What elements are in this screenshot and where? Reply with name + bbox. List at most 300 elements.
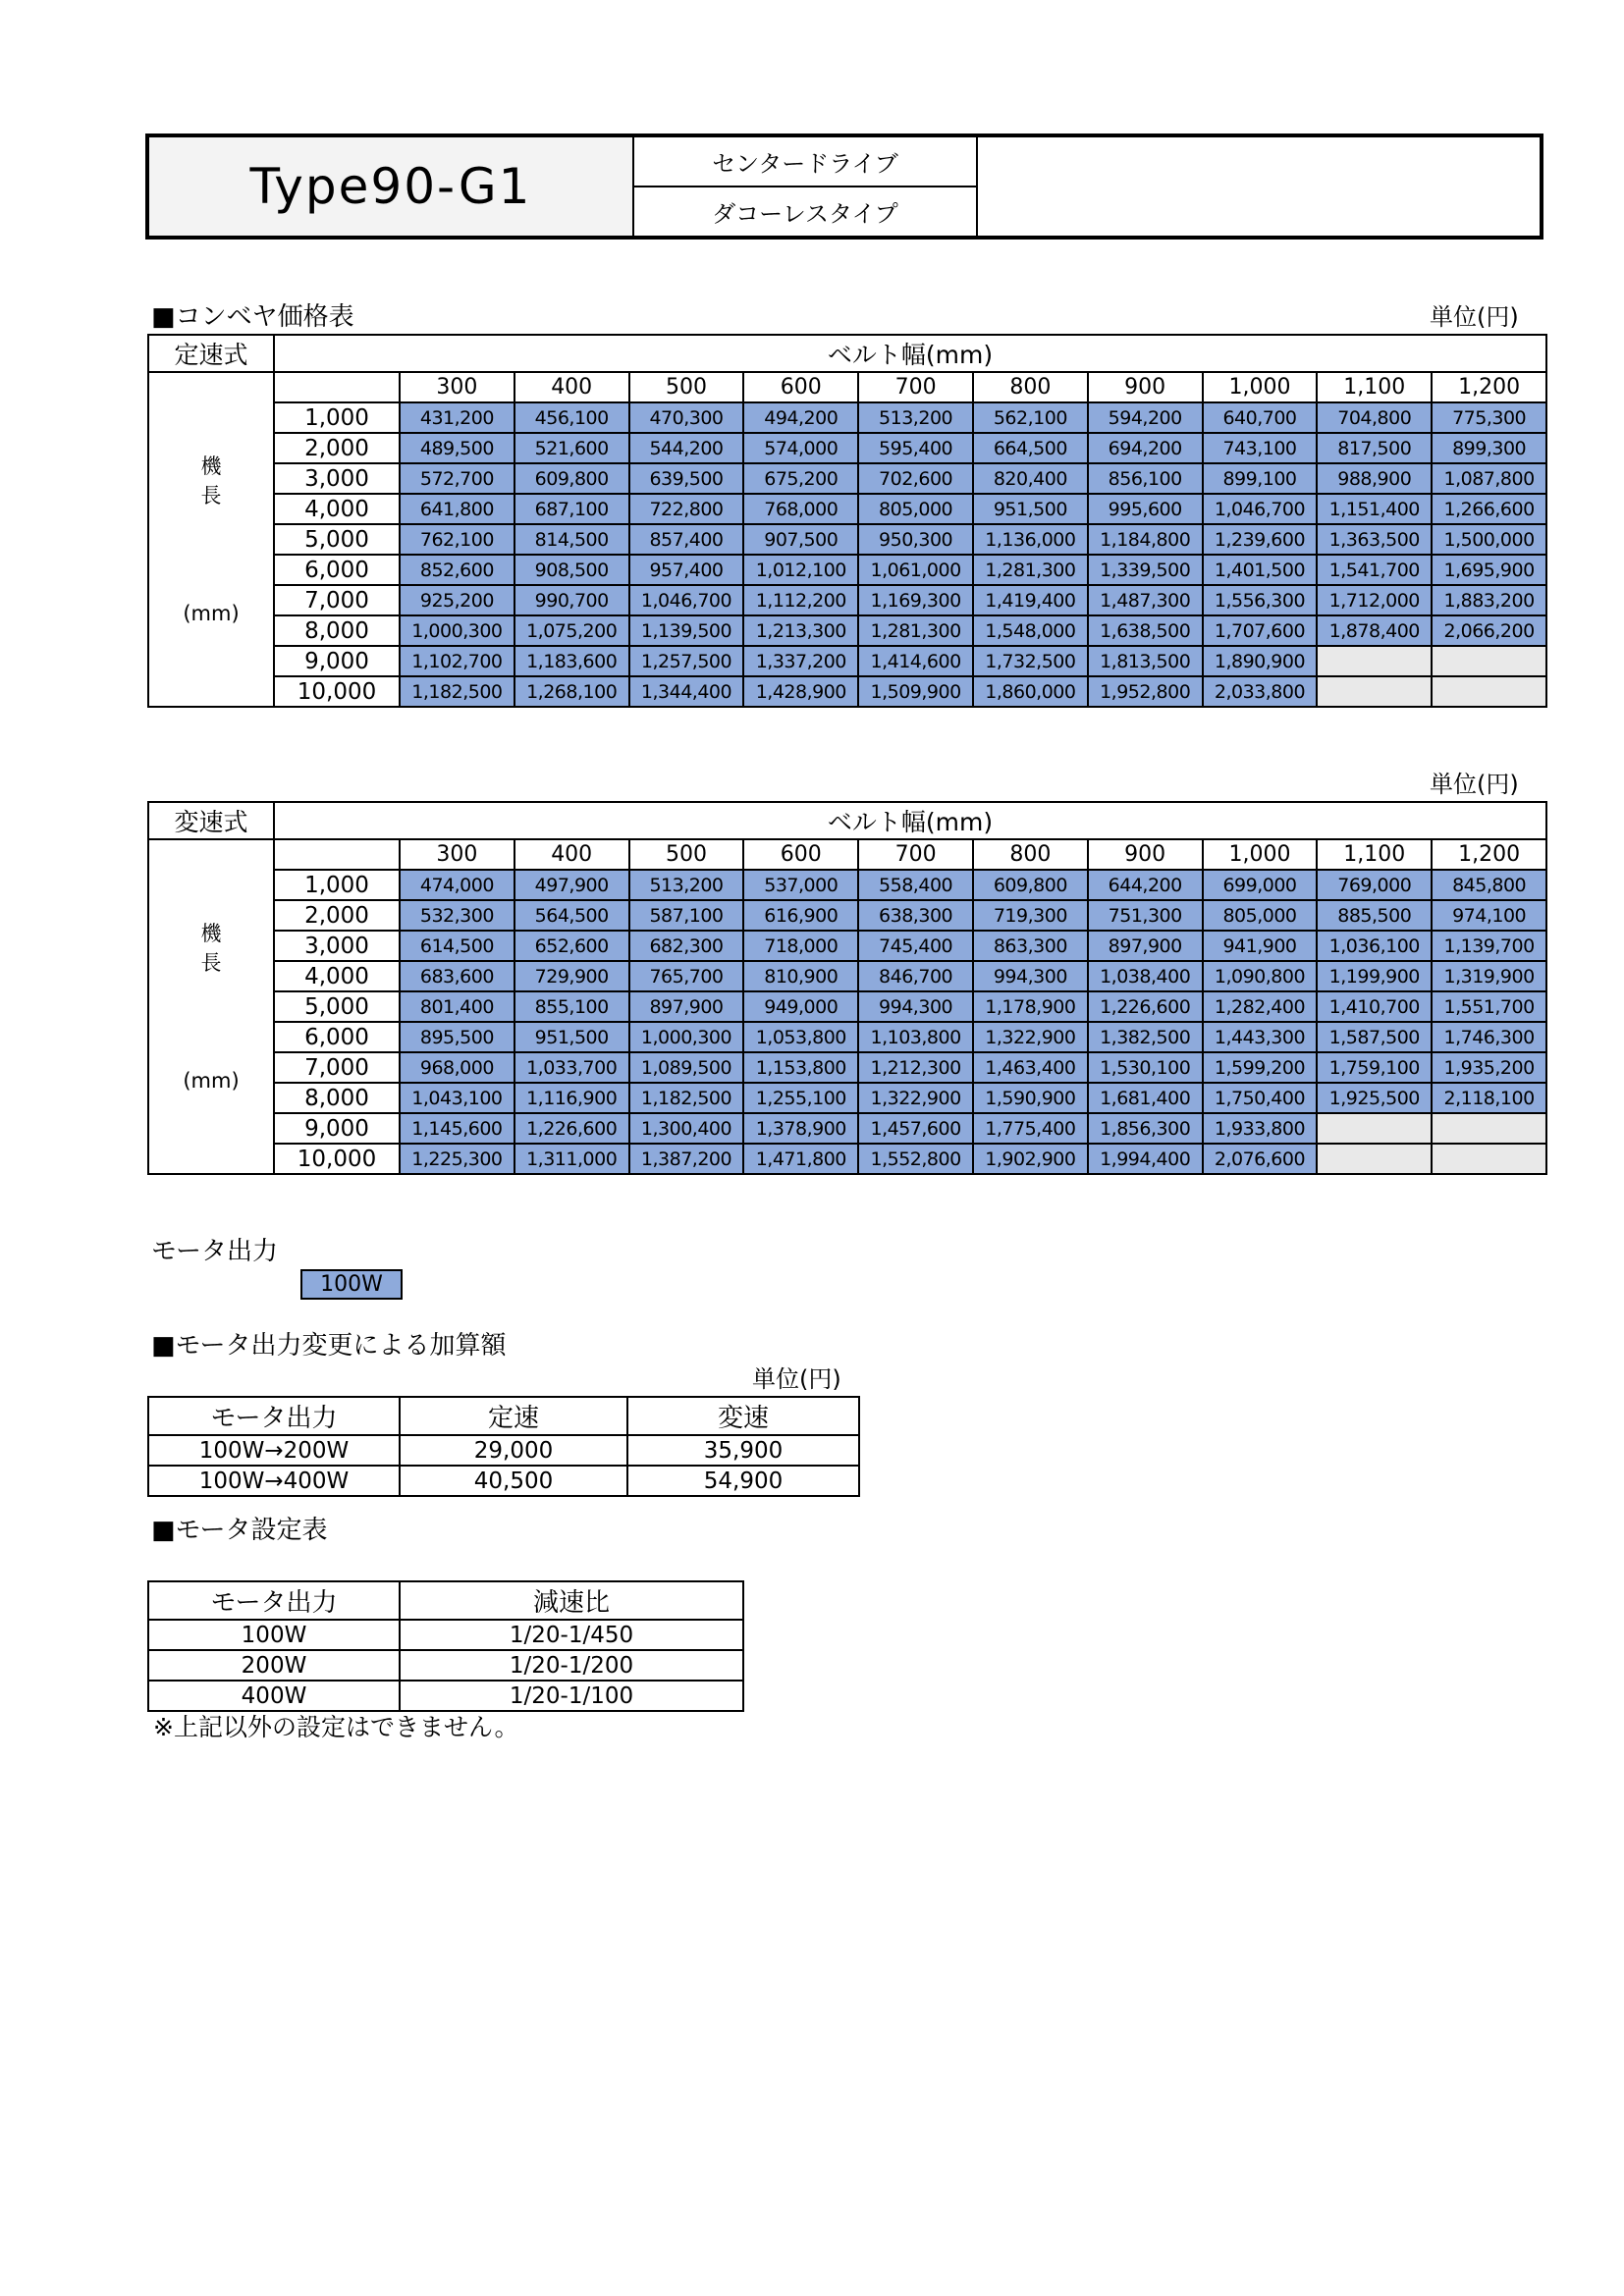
price-cell: 664,500 — [973, 433, 1088, 463]
price-cell: 641,800 — [400, 494, 514, 524]
price-cell: 1,182,500 — [400, 676, 514, 707]
price-cell: 1,925,500 — [1317, 1083, 1432, 1113]
price-cell: 1,401,500 — [1203, 555, 1318, 585]
price-cell: 1,282,400 — [1203, 991, 1318, 1022]
table-row — [148, 524, 1546, 555]
length-cell: 5,000 — [274, 991, 400, 1022]
price-cell: 1,116,900 — [514, 1083, 629, 1113]
price-cell: 1,860,000 — [973, 676, 1088, 707]
price-cell: 1,046,700 — [629, 585, 744, 615]
unavailable-cell — [1432, 1113, 1546, 1144]
price-cell: 729,900 — [514, 961, 629, 991]
price-cell: 513,200 — [858, 402, 973, 433]
table-row — [148, 961, 1546, 991]
price-cell: 1,935,200 — [1432, 1052, 1546, 1083]
unavailable-cell — [1317, 646, 1432, 676]
header-motor-output: モータ出力 — [148, 1581, 400, 1620]
price-cell: 994,300 — [973, 961, 1088, 991]
price-cell: 722,800 — [629, 494, 744, 524]
belt-type: ダコーレスタイプ — [712, 200, 898, 228]
belt-width-cell: 1,000 — [1203, 839, 1318, 870]
product-title: Type90-G1 — [149, 137, 634, 236]
price-cell: 682,300 — [629, 931, 744, 961]
price-cell: 1,319,900 — [1432, 961, 1546, 991]
length-cell: 4,000 — [274, 494, 400, 524]
price-cell: 1,883,200 — [1432, 585, 1546, 615]
price-cell: 1,226,600 — [514, 1113, 629, 1144]
price-cell: 1,556,300 — [1203, 585, 1318, 615]
price-cell: 968,000 — [400, 1052, 514, 1083]
price-cell: 1,053,800 — [743, 1022, 858, 1052]
table-row — [148, 1650, 743, 1681]
price-cell: 1,225,300 — [400, 1144, 514, 1174]
price-cell: 595,400 — [858, 433, 973, 463]
price-cell: 765,700 — [629, 961, 744, 991]
price-cell: 1,226,600 — [1088, 991, 1203, 1022]
belt-width-cell: 600 — [743, 372, 858, 402]
price-cell: 1,281,300 — [858, 615, 973, 646]
price-cell: 1,509,900 — [858, 676, 973, 707]
price-cell: 513,200 — [629, 870, 744, 900]
length-cell: 4,000 — [274, 961, 400, 991]
length-cell: 7,000 — [274, 585, 400, 615]
price-cell: 1,151,400 — [1317, 494, 1432, 524]
price-cell: 2,066,200 — [1432, 615, 1546, 646]
price-cell: 1,548,000 — [973, 615, 1088, 646]
motor-change-cell: 29,000 — [400, 1435, 627, 1466]
unit-label-fixed: 単位(円) — [1430, 303, 1519, 331]
price-cell: 817,500 — [1317, 433, 1432, 463]
belt-width-cell: 600 — [743, 839, 858, 870]
belt-width-cell: 400 — [514, 372, 629, 402]
price-cell: 521,600 — [514, 433, 629, 463]
price-cell: 1,707,600 — [1203, 615, 1318, 646]
motor-change-cell: 35,900 — [627, 1435, 859, 1466]
motor-change-cell: 100W→400W — [148, 1466, 400, 1496]
price-cell: 1,012,100 — [743, 555, 858, 585]
length-cell: 2,000 — [274, 433, 400, 463]
price-cell: 1,363,500 — [1317, 524, 1432, 555]
length-cell: 6,000 — [274, 555, 400, 585]
price-cell: 1,103,800 — [858, 1022, 973, 1052]
speed-type-label: 変速式 — [148, 802, 274, 839]
price-cell: 1,463,400 — [973, 1052, 1088, 1083]
price-cell: 941,900 — [1203, 931, 1318, 961]
table-row — [148, 991, 1546, 1022]
price-cell: 1,266,600 — [1432, 494, 1546, 524]
price-cell: 1,075,200 — [514, 615, 629, 646]
length-cell: 7,000 — [274, 1052, 400, 1083]
price-cell: 1,169,300 — [858, 585, 973, 615]
table-header-row — [148, 1397, 859, 1435]
motor-change-title: ■モータ出力変更による加算額 — [151, 1331, 507, 1361]
price-cell: 1,378,900 — [743, 1113, 858, 1144]
price-cell: 699,000 — [1203, 870, 1318, 900]
price-cell: 2,033,800 — [1203, 676, 1318, 707]
belt-width-header: ベルト幅(mm) — [274, 335, 1546, 372]
price-cell: 1,087,800 — [1432, 463, 1546, 494]
price-cell: 1,311,000 — [514, 1144, 629, 1174]
price-cell: 801,400 — [400, 991, 514, 1022]
price-cell: 1,184,800 — [1088, 524, 1203, 555]
price-cell: 1,471,800 — [743, 1144, 858, 1174]
table-row — [148, 646, 1546, 676]
price-cell: 855,100 — [514, 991, 629, 1022]
price-cell: 456,100 — [514, 402, 629, 433]
length-label-char: 機 — [200, 454, 222, 478]
table-row — [148, 402, 1546, 433]
table-row — [148, 676, 1546, 707]
belt-width-cell: 700 — [858, 839, 973, 870]
motor-setting-cell: 1/20-1/200 — [400, 1650, 743, 1681]
motor-setting-cell: 400W — [148, 1681, 400, 1711]
price-cell: 1,712,000 — [1317, 585, 1432, 615]
price-cell: 687,100 — [514, 494, 629, 524]
price-cell: 1,182,500 — [629, 1083, 744, 1113]
price-cell: 1,590,900 — [973, 1083, 1088, 1113]
belt-width-cell: 1,000 — [1203, 372, 1318, 402]
length-cell: 10,000 — [274, 676, 400, 707]
price-cell: 1,695,900 — [1432, 555, 1546, 585]
price-cell: 768,000 — [743, 494, 858, 524]
table-row — [148, 1466, 859, 1496]
length-label-char: 長 — [200, 483, 222, 507]
price-cell: 652,600 — [514, 931, 629, 961]
price-cell: 1,933,800 — [1203, 1113, 1318, 1144]
header-variable-speed: 変速 — [627, 1397, 859, 1435]
price-cell: 1,487,300 — [1088, 585, 1203, 615]
price-cell: 1,382,500 — [1088, 1022, 1203, 1052]
price-cell: 899,300 — [1432, 433, 1546, 463]
motor-setting-cell: 100W — [148, 1620, 400, 1650]
unavailable-cell — [1317, 1113, 1432, 1144]
price-cell: 1,339,500 — [1088, 555, 1203, 585]
belt-width-cell: 900 — [1088, 372, 1203, 402]
price-cell: 994,300 — [858, 991, 973, 1022]
price-cell: 1,268,100 — [514, 676, 629, 707]
unavailable-cell — [1317, 676, 1432, 707]
motor-change-cell: 40,500 — [400, 1466, 627, 1496]
price-cell: 704,800 — [1317, 402, 1432, 433]
belt-width-cell: 700 — [858, 372, 973, 402]
belt-width-header: ベルト幅(mm) — [274, 802, 1546, 839]
price-cell: 1,036,100 — [1317, 931, 1432, 961]
drive-type: センタードライブ — [634, 137, 976, 187]
price-cell: 718,000 — [743, 931, 858, 961]
price-cell: 1,813,500 — [1088, 646, 1203, 676]
price-cell: 949,000 — [743, 991, 858, 1022]
belt-width-cell: 900 — [1088, 839, 1203, 870]
table-row — [148, 555, 1546, 585]
price-cell: 574,000 — [743, 433, 858, 463]
price-section-title: ■コンベヤ価格表 — [151, 302, 354, 332]
price-cell: 609,800 — [514, 463, 629, 494]
price-cell: 1,552,800 — [858, 1144, 973, 1174]
motor-change-cell: 100W→200W — [148, 1435, 400, 1466]
price-cell: 974,100 — [1432, 900, 1546, 931]
table-row — [148, 433, 1546, 463]
price-cell: 638,300 — [858, 900, 973, 931]
price-cell: 644,200 — [1088, 870, 1203, 900]
price-cell: 1,139,500 — [629, 615, 744, 646]
price-cell: 769,000 — [1317, 870, 1432, 900]
price-cell: 640,700 — [1203, 402, 1318, 433]
price-cell: 470,300 — [629, 402, 744, 433]
price-cell: 856,100 — [1088, 463, 1203, 494]
price-cell: 614,500 — [400, 931, 514, 961]
price-cell: 494,200 — [743, 402, 858, 433]
price-cell: 990,700 — [514, 585, 629, 615]
price-cell: 743,100 — [1203, 433, 1318, 463]
table-header-row — [148, 1581, 743, 1620]
length-cell: 10,000 — [274, 1144, 400, 1174]
belt-width-cell: 500 — [629, 372, 744, 402]
price-cell: 683,600 — [400, 961, 514, 991]
price-cell: 846,700 — [858, 961, 973, 991]
table-row — [148, 585, 1546, 615]
price-cell: 885,500 — [1317, 900, 1432, 931]
motor-setting-cell: 1/20-1/450 — [400, 1620, 743, 1650]
header-note-cell — [978, 137, 1540, 236]
length-cell: 5,000 — [274, 524, 400, 555]
price-cell: 1,090,800 — [1203, 961, 1318, 991]
price-cell: 1,136,000 — [973, 524, 1088, 555]
price-cell: 951,500 — [973, 494, 1088, 524]
price-cell: 1,599,200 — [1203, 1052, 1318, 1083]
length-axis-label — [148, 372, 274, 707]
price-cell: 1,878,400 — [1317, 615, 1432, 646]
motor-change-cell: 54,900 — [627, 1466, 859, 1496]
corner-cell — [274, 839, 400, 870]
price-cell: 532,300 — [400, 900, 514, 931]
unavailable-cell — [1432, 676, 1546, 707]
table-header-row — [148, 802, 1546, 839]
price-cell: 1,681,400 — [1088, 1083, 1203, 1113]
price-cell: 775,300 — [1432, 402, 1546, 433]
price-cell: 951,500 — [514, 1022, 629, 1052]
price-cell: 1,257,500 — [629, 646, 744, 676]
variable-speed-price-table — [147, 801, 1547, 1175]
price-cell: 639,500 — [629, 463, 744, 494]
price-cell: 895,500 — [400, 1022, 514, 1052]
length-cell: 1,000 — [274, 402, 400, 433]
price-cell: 1,043,100 — [400, 1083, 514, 1113]
belt-width-cell: 1,200 — [1432, 372, 1546, 402]
table-row — [148, 900, 1546, 931]
belt-width-cell: 300 — [400, 839, 514, 870]
belt-width-cell: 500 — [629, 839, 744, 870]
price-cell: 1,102,700 — [400, 646, 514, 676]
price-cell: 1,638,500 — [1088, 615, 1203, 646]
length-cell: 3,000 — [274, 931, 400, 961]
belt-width-cell: 300 — [400, 372, 514, 402]
price-cell: 474,000 — [400, 870, 514, 900]
length-cell: 2,000 — [274, 900, 400, 931]
price-cell: 1,199,900 — [1317, 961, 1432, 991]
width-header-row — [148, 372, 1546, 402]
price-cell: 1,732,500 — [973, 646, 1088, 676]
price-cell: 845,800 — [1432, 870, 1546, 900]
motor-change-table — [147, 1396, 860, 1497]
price-cell: 1,551,700 — [1432, 991, 1546, 1022]
price-cell: 1,410,700 — [1317, 991, 1432, 1022]
price-cell: 719,300 — [973, 900, 1088, 931]
price-cell: 1,994,400 — [1088, 1144, 1203, 1174]
length-label-char: 長 — [200, 950, 222, 975]
price-cell: 908,500 — [514, 555, 629, 585]
price-cell: 616,900 — [743, 900, 858, 931]
length-axis-label — [148, 839, 274, 1174]
motor-change-unit: 単位(円) — [752, 1365, 841, 1393]
price-cell: 544,200 — [629, 433, 744, 463]
price-cell: 564,500 — [514, 900, 629, 931]
price-cell: 745,400 — [858, 931, 973, 961]
price-cell: 594,200 — [1088, 402, 1203, 433]
price-cell: 1,890,900 — [1203, 646, 1318, 676]
price-cell: 1,038,400 — [1088, 961, 1203, 991]
price-cell: 1,856,300 — [1088, 1113, 1203, 1144]
table-row — [148, 1144, 1546, 1174]
price-cell: 694,200 — [1088, 433, 1203, 463]
price-cell: 820,400 — [973, 463, 1088, 494]
price-cell: 497,900 — [514, 870, 629, 900]
motor-output-title: モータ出力 — [151, 1237, 278, 1266]
price-cell: 805,000 — [858, 494, 973, 524]
settings-footnote: ※上記以外の設定はできません。 — [153, 1713, 519, 1741]
price-cell: 810,900 — [743, 961, 858, 991]
price-cell: 950,300 — [858, 524, 973, 555]
price-cell: 702,600 — [858, 463, 973, 494]
price-cell: 1,952,800 — [1088, 676, 1203, 707]
price-cell: 1,212,300 — [858, 1052, 973, 1083]
price-cell: 1,541,700 — [1317, 555, 1432, 585]
price-cell: 1,255,100 — [743, 1083, 858, 1113]
price-cell: 1,457,600 — [858, 1113, 973, 1144]
price-cell: 1,337,200 — [743, 646, 858, 676]
price-cell: 2,118,100 — [1432, 1083, 1546, 1113]
unavailable-cell — [1317, 1144, 1432, 1174]
price-cell: 675,200 — [743, 463, 858, 494]
length-cell: 9,000 — [274, 646, 400, 676]
unavailable-cell — [1432, 1144, 1546, 1174]
length-unit-label: (mm) — [183, 1068, 240, 1093]
price-cell: 988,900 — [1317, 463, 1432, 494]
length-unit-label: (mm) — [183, 601, 240, 625]
table-row — [148, 463, 1546, 494]
price-cell: 1,902,900 — [973, 1144, 1088, 1174]
price-cell: 1,322,900 — [973, 1022, 1088, 1052]
table-row — [148, 870, 1546, 900]
price-cell: 609,800 — [973, 870, 1088, 900]
price-cell: 489,500 — [400, 433, 514, 463]
price-cell: 1,746,300 — [1432, 1022, 1546, 1052]
length-label-char: 機 — [200, 921, 222, 945]
belt-width-cell: 800 — [973, 372, 1088, 402]
price-cell: 907,500 — [743, 524, 858, 555]
motor-setting-cell: 200W — [148, 1650, 400, 1681]
price-cell: 1,046,700 — [1203, 494, 1318, 524]
length-cell: 8,000 — [274, 615, 400, 646]
price-cell: 1,387,200 — [629, 1144, 744, 1174]
table-row — [148, 1052, 1546, 1083]
price-cell: 762,100 — [400, 524, 514, 555]
price-cell: 1,344,400 — [629, 676, 744, 707]
fixed-speed-price-table — [147, 334, 1547, 708]
price-cell: 1,061,000 — [858, 555, 973, 585]
price-cell: 1,183,600 — [514, 646, 629, 676]
belt-width-cell: 1,200 — [1432, 839, 1546, 870]
length-cell: 6,000 — [274, 1022, 400, 1052]
unavailable-cell — [1432, 646, 1546, 676]
product-type-cells — [634, 137, 978, 236]
header-motor-output: モータ出力 — [148, 1397, 400, 1435]
table-row — [148, 1022, 1546, 1052]
price-cell: 751,300 — [1088, 900, 1203, 931]
table-row — [148, 1681, 743, 1711]
belt-width-cell: 1,100 — [1317, 839, 1432, 870]
price-cell: 1,112,200 — [743, 585, 858, 615]
price-cell: 1,300,400 — [629, 1113, 744, 1144]
price-cell: 1,000,300 — [400, 615, 514, 646]
price-cell: 852,600 — [400, 555, 514, 585]
price-cell: 1,033,700 — [514, 1052, 629, 1083]
table-row — [148, 931, 1546, 961]
price-cell: 814,500 — [514, 524, 629, 555]
table-row — [148, 1435, 859, 1466]
length-cell: 1,000 — [274, 870, 400, 900]
price-cell: 572,700 — [400, 463, 514, 494]
table-header-row — [148, 335, 1546, 372]
price-cell: 863,300 — [973, 931, 1088, 961]
price-cell: 805,000 — [1203, 900, 1318, 931]
price-cell: 897,900 — [1088, 931, 1203, 961]
price-cell: 1,530,100 — [1088, 1052, 1203, 1083]
price-cell: 1,500,000 — [1432, 524, 1546, 555]
table-row — [148, 1083, 1546, 1113]
price-cell: 1,587,500 — [1317, 1022, 1432, 1052]
table-row — [148, 494, 1546, 524]
price-cell: 558,400 — [858, 870, 973, 900]
price-cell: 537,000 — [743, 870, 858, 900]
width-header-row — [148, 839, 1546, 870]
header-reduction-ratio: 減速比 — [400, 1581, 743, 1620]
price-cell: 957,400 — [629, 555, 744, 585]
length-cell: 8,000 — [274, 1083, 400, 1113]
price-cell: 1,759,100 — [1317, 1052, 1432, 1083]
length-cell: 9,000 — [274, 1113, 400, 1144]
price-cell: 899,100 — [1203, 463, 1318, 494]
table-row — [148, 615, 1546, 646]
price-cell: 925,200 — [400, 585, 514, 615]
motor-settings-table — [147, 1580, 744, 1712]
spacer — [149, 510, 273, 599]
price-cell: 1,281,300 — [973, 555, 1088, 585]
price-cell: 1,213,300 — [743, 615, 858, 646]
price-cell: 587,100 — [629, 900, 744, 931]
price-cell: 1,428,900 — [743, 676, 858, 707]
price-cell: 1,153,800 — [743, 1052, 858, 1083]
price-cell: 1,322,900 — [858, 1083, 973, 1113]
price-cell: 1,775,400 — [973, 1113, 1088, 1144]
motor-settings-title: ■モータ設定表 — [151, 1516, 328, 1545]
price-cell: 1,419,400 — [973, 585, 1088, 615]
motor-setting-cell: 1/20-1/100 — [400, 1681, 743, 1711]
spacer — [149, 978, 273, 1066]
unit-label-variable: 単位(円) — [1430, 771, 1519, 798]
price-cell: 1,178,900 — [973, 991, 1088, 1022]
header-fixed-speed: 定速 — [400, 1397, 627, 1435]
table-row — [148, 1113, 1546, 1144]
